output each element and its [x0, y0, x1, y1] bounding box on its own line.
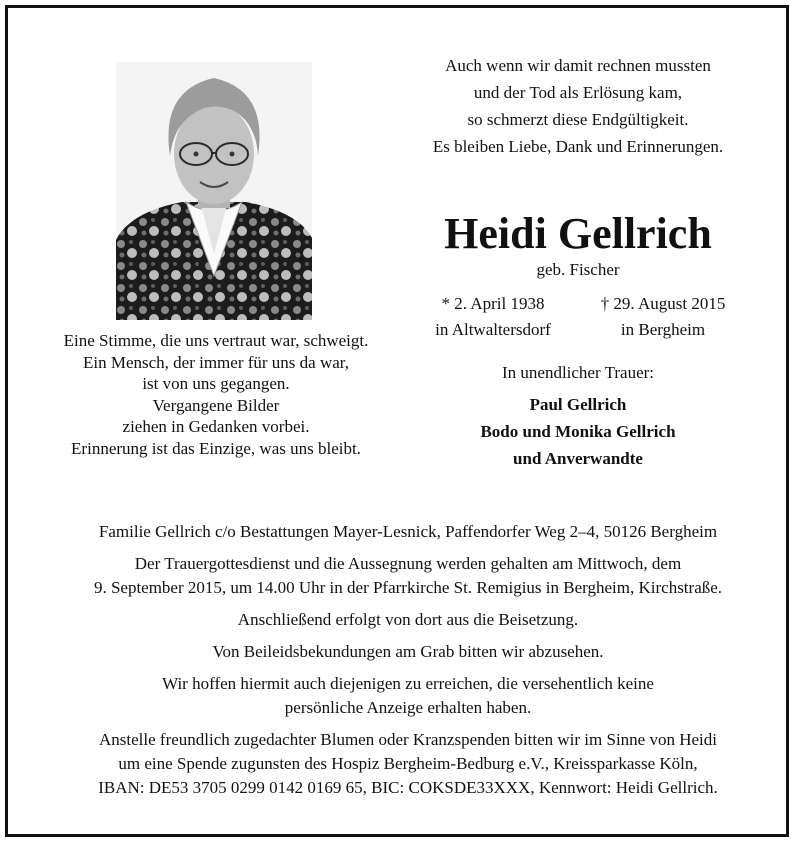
death-info	[578, 291, 748, 343]
reach-line-1: Wir hoffen hiermit auch diejenigen zu erreichen, die versehentlich keine	[162, 674, 654, 693]
death-date: † 29. August 2015	[600, 294, 726, 313]
poem-left-line: ziehen in Gedanken vorbei.	[122, 417, 310, 436]
poem-left-line: Eine Stimme, die uns vertraut war, schweigt.	[63, 331, 369, 350]
service-line-1: Der Trauergottesdienst und die Aussegnung werden gehalten am Mittwoch, dem	[134, 554, 682, 573]
poem-top-line: und der Tod als Erlösung kam,	[473, 83, 683, 102]
portrait-photo	[116, 62, 312, 320]
family-address: Familie Gellrich c/o Bestattungen Mayer-Lesnick, Paffendorfer Weg 2–4, 50126 Bergheim	[98, 522, 718, 541]
donation-line-1: Anstelle freundlich zugedachter Blumen oder Kranzspenden bitten wir im Sinne von Heidi	[99, 730, 717, 749]
mourner-names	[408, 391, 748, 472]
notices	[28, 520, 788, 800]
death-place: in Bergheim	[620, 320, 706, 339]
birth-date: * 2. April 1938	[441, 294, 545, 313]
poem-left-line: Erinnerung ist das Einzige, was uns bleibt.	[71, 438, 361, 458]
mourner-name: und Anverwandte	[513, 449, 643, 468]
mourning-heading: In unendlicher Trauer:	[501, 363, 655, 382]
poem-top	[408, 52, 748, 160]
reach-line-2: persönliche Anzeige erhalten haben.	[284, 698, 532, 717]
mourner-name: Paul Gellrich	[529, 395, 627, 414]
mourner-name: Bodo und Monika Gellrich	[480, 422, 676, 441]
poem-top-line: Auch wenn wir damit rechnen mussten	[445, 56, 711, 75]
poem-top-line: Es bleiben Liebe, Dank und Erinnerungen.	[432, 137, 724, 156]
service-line-2: 9. September 2015, um 14.00 Uhr in der Pfarrkirche St. Remigius in Bergheim, Kirchstraße.	[93, 578, 723, 597]
donation-line-3: IBAN: DE53 3705 0299 0142 0169 65, BIC: COKSDE33XXX, Kennwort: Heidi Gellrich.	[98, 778, 718, 797]
donation-line-2: um eine Spende zugunsten des Hospiz Bergheim-Bedburg e.V., Kreissparkasse Köln,	[118, 754, 698, 773]
poem-left-line: ist von uns gegangen.	[142, 374, 290, 393]
obituary-frame	[5, 5, 789, 837]
birth-place: in Altwaltersdorf	[435, 320, 551, 339]
poem-left-line: Vergangene Bilder	[152, 395, 280, 415]
deceased-name: Heidi Gellrich	[444, 209, 712, 258]
poem-left	[36, 330, 396, 459]
poem-top-line: so schmerzt diese Endgültigkeit.	[467, 110, 689, 129]
burial-note: Anschließend erfolgt von dort aus die Beisetzung.	[237, 610, 579, 629]
birth-name: geb. Fischer	[536, 260, 620, 279]
birth-info	[408, 291, 578, 343]
condolence-note: Von Beileidsbekundungen am Grab bitten wir abzusehen.	[212, 642, 604, 661]
poem-left-line: Ein Mensch, der immer für uns da war,	[82, 352, 350, 372]
